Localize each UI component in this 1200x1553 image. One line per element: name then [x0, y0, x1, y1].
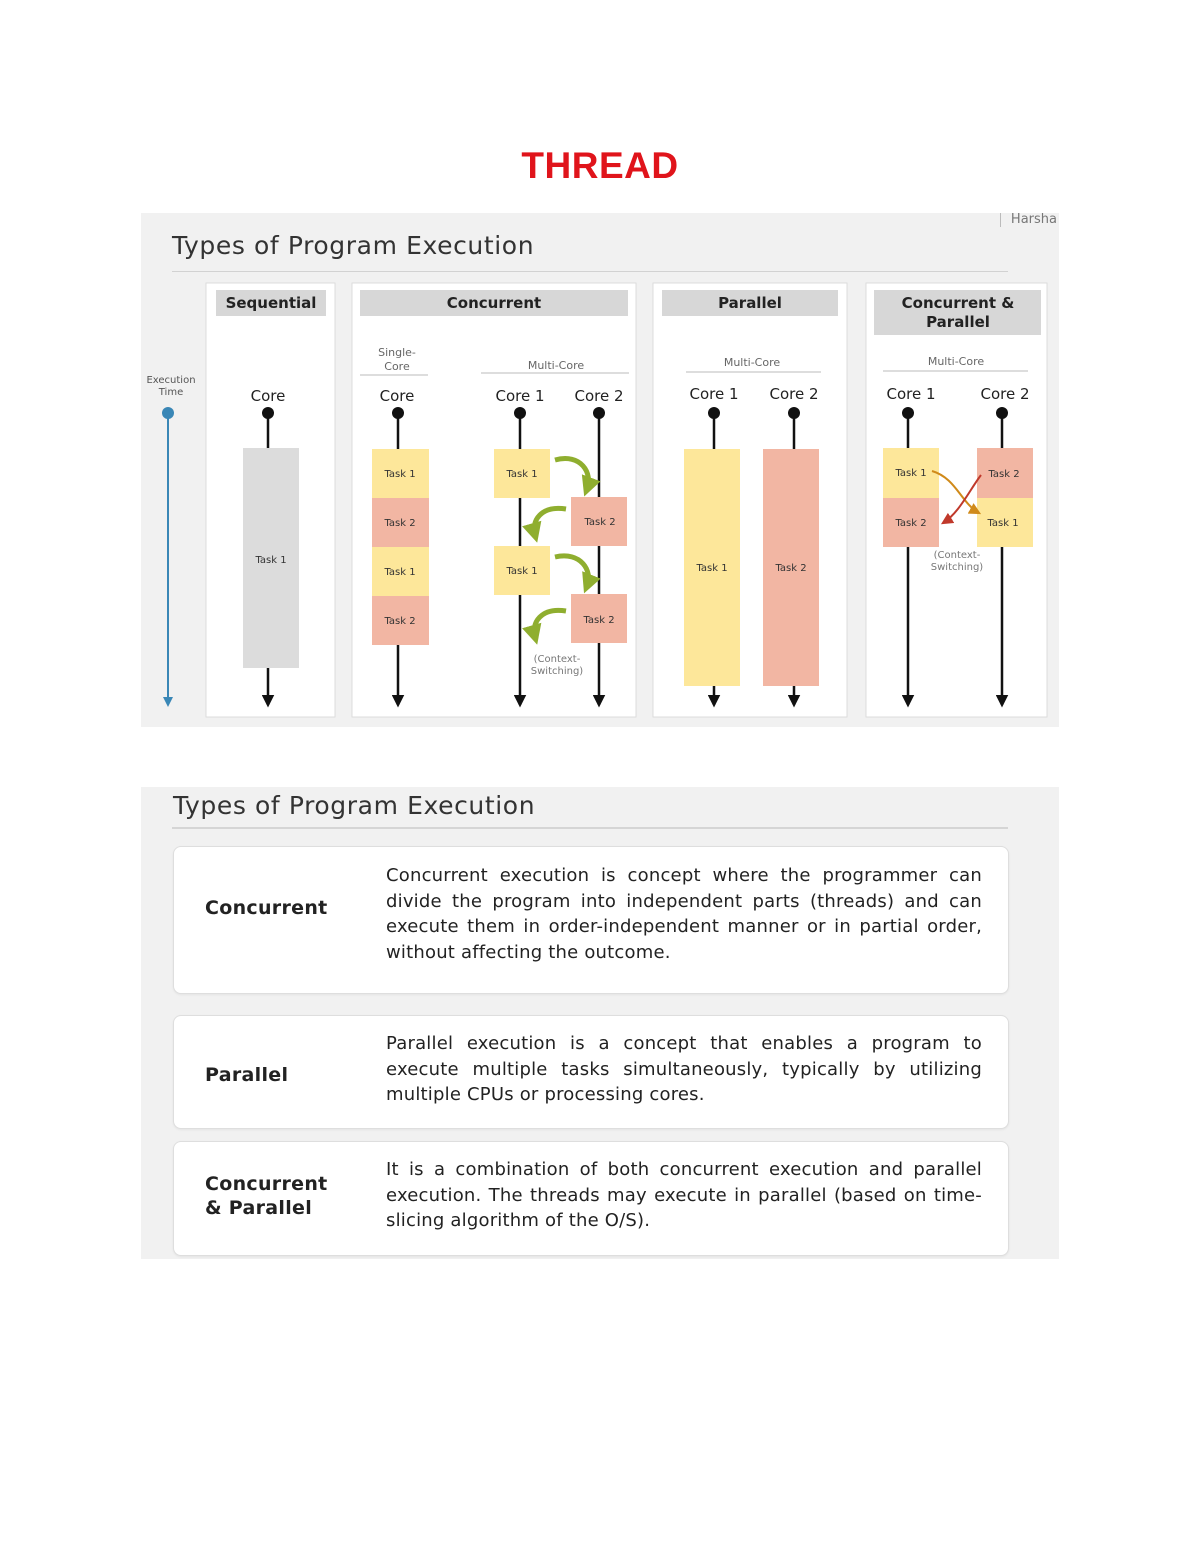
cp-core2-task-label: Task 2 — [988, 469, 1020, 480]
concurrent-context-switch-line2: Switching) — [530, 666, 584, 677]
cp-core2-label: Core 2 — [980, 385, 1030, 403]
multi-core-task-label: Task 2 — [583, 615, 615, 626]
credit-divider — [1000, 213, 1001, 227]
time-axis-label-line1: Execution — [146, 375, 196, 386]
definition-description: Parallel execution is a concept that enables a program to execute multiple tasks simultaneously, typically by utilizing multiple CPUs or processing cores. — [386, 1033, 982, 1105]
single-core-task-label: Task 2 — [384, 616, 416, 627]
single-core-task-label: Task 2 — [384, 518, 416, 529]
parallel-core2-label: Core 2 — [769, 385, 819, 403]
cp-context-switch-line1: (Context- — [933, 550, 981, 561]
concurrent-core2-label: Core 2 — [574, 387, 624, 405]
concurrent-multi-core-caption: Multi-Core — [527, 359, 585, 372]
definitions-panel — [141, 787, 1059, 1259]
cp-multi-core-caption: Multi-Core — [927, 355, 985, 368]
time-axis-label-line2: Time — [158, 387, 184, 398]
cp-core2-task-label: Task 1 — [987, 518, 1019, 529]
execution-types-diagram — [141, 213, 1059, 727]
single-core-task-label: Task 1 — [384, 567, 416, 578]
parallel-header: Parallel — [718, 294, 782, 312]
definition-term: Concurrent & Parallel — [205, 1173, 328, 1219]
definition-description: Concurrent execution is concept where the programmer can divide the program into independent parts (threads) and can execute them in order-independent manner or in partial order, without affecting the outcome. — [386, 865, 982, 963]
concurrent-core1-label: Core 1 — [495, 387, 545, 405]
multi-core-task-label: Task 2 — [584, 517, 616, 528]
concurrent-header: Concurrent — [446, 294, 542, 312]
multi-core-task-label: Task 1 — [506, 469, 538, 480]
definition-term: Parallel — [205, 1064, 289, 1086]
definition-description: It is a combination of both concurrent execution and parallel execution. The threads may execute in parallel (based on time-slicing algorithm of the O/S). — [386, 1159, 982, 1231]
single-core-caption-line2: Core — [384, 360, 410, 373]
diagram-title: Types of Program Execution — [172, 231, 535, 260]
definition-card-concurrent — [173, 846, 1009, 994]
single-core-task-label: Task 1 — [384, 469, 416, 480]
parallel-task-label: Task 2 — [775, 563, 807, 574]
sequential-core-label: Core — [250, 387, 286, 405]
definition-term: Concurrent — [205, 897, 328, 919]
concurrent-single-core-label: Core — [379, 387, 415, 405]
parallel-core1-label: Core 1 — [689, 385, 739, 403]
credit-label: Harsha — [1010, 212, 1057, 227]
definitions-title: Types of Program Execution — [173, 791, 536, 820]
page-title: THREAD — [521, 145, 679, 186]
concurrent-parallel-header-line2: Parallel — [926, 313, 990, 331]
sequential-header: Sequential — [225, 294, 317, 312]
single-core-caption-line1: Single- — [378, 346, 416, 359]
cp-context-switch-line2: Switching) — [930, 562, 984, 573]
cp-core1-task-label: Task 2 — [895, 518, 927, 529]
diagram-title-divider — [172, 271, 1008, 272]
multi-core-task-label: Task 1 — [506, 566, 538, 577]
definition-card-concurrent-parallel — [173, 1141, 1009, 1256]
diagram-canvas — [141, 213, 1059, 727]
concurrent-parallel-header-line1: Concurrent & — [901, 294, 1015, 312]
definitions-title-divider — [172, 827, 1008, 829]
parallel-multi-core-caption: Multi-Core — [723, 356, 781, 369]
concurrent-context-switch-line1: (Context- — [533, 654, 581, 665]
definition-card-parallel — [173, 1015, 1009, 1129]
sequential-task-label: Task 1 — [255, 555, 287, 566]
parallel-task-label: Task 1 — [696, 563, 728, 574]
cp-core1-label: Core 1 — [886, 385, 936, 403]
cp-core1-task-label: Task 1 — [895, 468, 927, 479]
